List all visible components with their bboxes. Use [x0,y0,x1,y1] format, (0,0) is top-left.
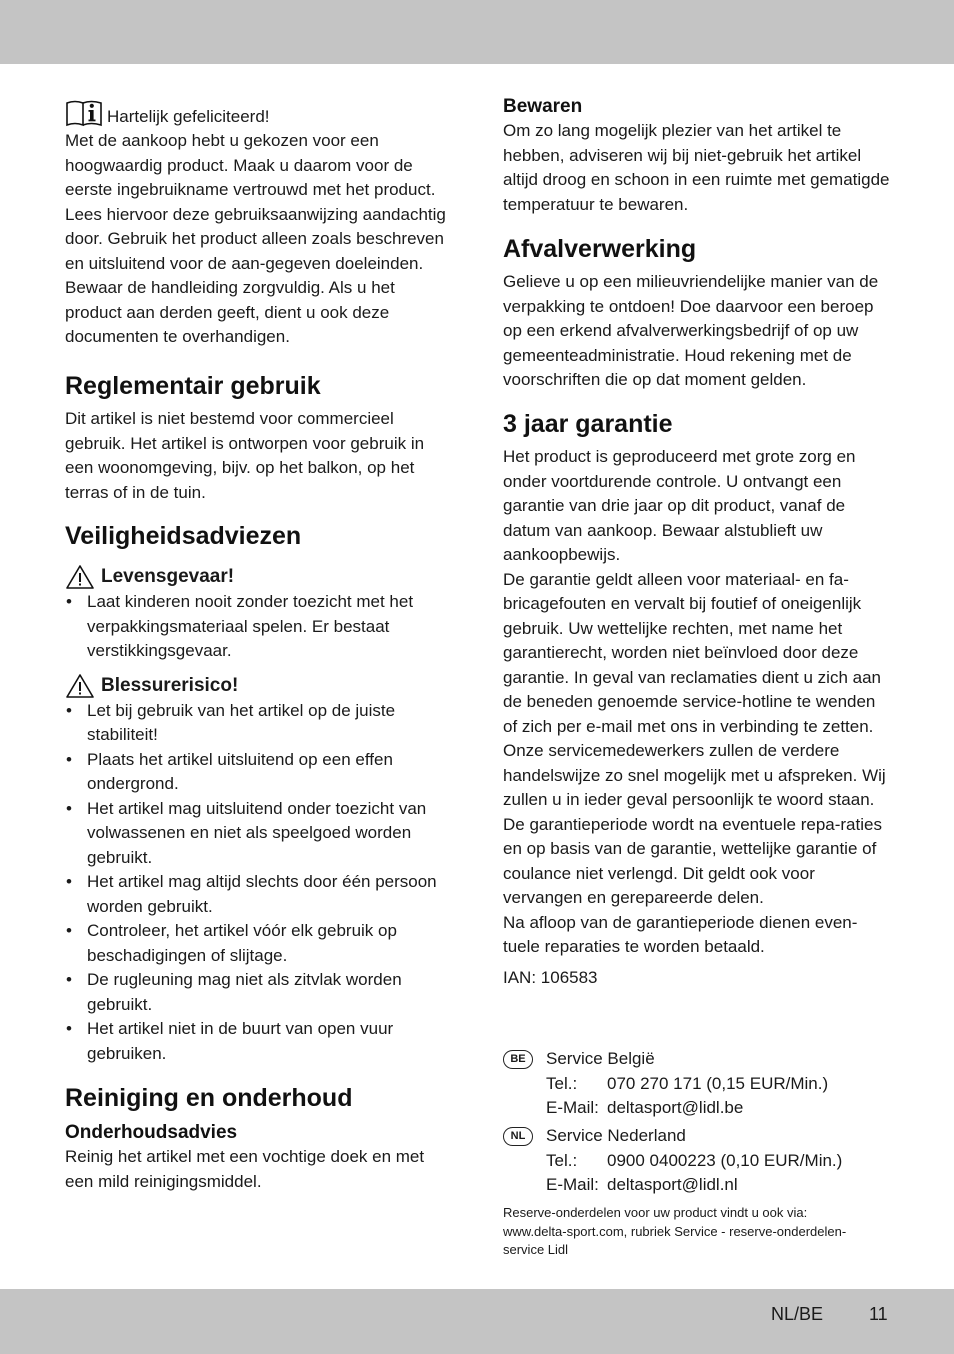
cleaning-subheading: Onderhoudsadvies [65,1122,238,1143]
cleaning-heading: Reiniging en onderhoud [65,1084,353,1112]
list-item: • Het artikel niet in de buurt van open vuur gebruiken. [65,1017,455,1066]
list-item: • Controleer, het artikel vóór elk gebruik op beschadigingen of slijtage. [65,919,455,968]
list-item: • Laat kinderen nooit zonder toezicht met het verpakkingsmateriaal spelen. Er bestaat verstikkingsgevaar. [65,590,455,664]
warranty-ian: IAN: 106583 [503,967,598,987]
list-item: • Het artikel mag altijd slechts door één persoon worden gebruikt. [65,870,455,919]
intro-section [65,97,455,350]
spare-parts-note [503,1204,873,1260]
service-belgium-mail[interactable]: deltasport@lidl.be [607,1098,744,1117]
service-belgium-tel: 070 270 171 (0,15 EUR/Min.) [607,1073,829,1093]
warning-life-danger [65,564,455,590]
disposal-section [503,234,893,393]
intro-congrats-line [65,97,455,129]
intro-text: Met de aankoop hebt u gekozen voor een hoogwaardig product. Maak u daarom voor de eerste ingebruikname vertrouwd met het product. Lees hiervoor deze gebruiksaanwijzing aandachtig door. Gebruik het product alleen zoals beschreven en uitsluitend voor de aan-gegeven doeleinden. Bewaar de handleiding zorgvuldig. Als u het product aan derden geeft, dient u ook deze documenten te overhandigen. [65,131,446,346]
list-item: • Let bij gebruik van het artikel op de juiste stabiliteit! [65,699,455,748]
intended-use-text: Dit artikel is niet bestemd voor commercieel gebruik. Het artikel is ontworpen voor gebruik in een woonomgeving, bijv. op het balkon, op het terras of in de tuin. [65,409,425,502]
warning-triangle-icon [65,564,95,590]
warning-triangle-icon [65,673,95,699]
service-netherlands [503,1124,893,1198]
service-netherlands-contact [503,1124,893,1198]
cleaning-section [65,1083,455,1194]
warning-life-danger-title: Levensgevaar! [101,566,235,587]
safety-section [65,521,455,1066]
service-netherlands-tel: 0900 0400223 (0,10 EUR/Min.) [607,1150,843,1170]
service-netherlands-name: Service Nederland [546,1126,686,1145]
page-number: 11 [869,1304,888,1324]
warning-injury-risk-title: Blessurerisico! [101,674,239,696]
intro-congrats: Hartelijk gefeliciteerd! [107,106,270,126]
spare-parts-text: Reserve-onderdelen voor uw product vindt u ook via: www.delta-sport.com, rubriek Service - reserve-onderdelen-service Lidl [503,1205,847,1257]
be-badge-icon: BE [503,1050,533,1069]
list-item: • Plaats het artikel uitsluitend op een effen ondergrond. [65,748,455,797]
warning-injury-risk-list [65,699,455,1067]
service-belgium-contact [503,1047,893,1121]
disposal-text: Gelieve u op een milieuvriendelijke manier van de verpakking te ontdoen! Doe daarvoor een beroep op een erkend afvalverwerkingsbedrijf of op uw gemeenteadministratie. Houd rekening met de voorschriften die op dat moment gelden. [503,272,879,389]
safety-heading: Veiligheidsadviezen [65,522,302,550]
footer-language: NL/BE [771,1304,824,1324]
warranty-section [503,409,893,990]
service-belgium [503,1047,893,1121]
storage-section [503,95,893,217]
header-bar [0,0,954,64]
warranty-p3: Onze servicemedewerkers zullen de verdere handelswijze zo snel mogelijk met u afspreken. Wij zullen u in ieder geval persoonlijk te woord staan. [503,741,886,809]
service-belgium-name: Service België [546,1049,655,1068]
nl-badge-icon: NL [503,1127,533,1146]
warranty-heading: 3 jaar garantie [503,410,673,438]
info-icon [65,97,103,129]
warning-injury-risk [65,673,455,699]
service-netherlands-mail-label: E-Mail: [546,1175,599,1194]
cleaning-text: Reinig het artikel met een vochtige doek en met een mild reinigingsmiddel. [65,1147,425,1191]
service-belgium-mail-label: E-Mail: [546,1098,599,1117]
service-belgium-tel-label: Tel.: [546,1073,578,1093]
list-item: • De rugleuning mag niet als zitvlak worden gebruikt. [65,968,455,1017]
service-netherlands-mail[interactable]: deltasport@lidl.nl [607,1175,738,1194]
disposal-heading: Afvalverwerking [503,235,697,263]
warning-life-danger-list [65,590,455,664]
storage-subheading: Bewaren [503,96,583,117]
warranty-p5: Na afloop van de garantieperiode dienen even-tuele reparaties te worden betaald. [503,912,858,956]
storage-text: Om zo lang mogelijk plezier van het artikel te hebben, adviseren wij bij niet-gebruik het artikel altijd droog en schoon in een ruimte met gematigde temperatuur te bewaren. [503,121,890,214]
warranty-p1: Het product is geproduceerd met grote zorg en onder voortdurende controle. U ontvangt een garantie van drie jaar op dit product, vanaf de datum van aankoop. Bewaar alstublieft uw aankoopbewijs. [503,447,856,564]
intended-use-section [65,371,455,505]
warranty-p2: De garantie geldt alleen voor materiaal- en fa-bricagefouten en vervalt bij foutief of oneigenlijk gebruik. Uw wettelijke rechten, met name het garantierecht, worden niet beïnvloed door deze garantie. In geval van reclamaties dient u zich aan de beneden genoemde service-hotline te wenden of zich per e-mail met ons in verbinding te zetten. [503,569,882,736]
service-netherlands-tel-label: Tel.: [546,1150,578,1170]
intended-use-heading: Reglementair gebruik [65,372,321,400]
list-item: • Het artikel mag uitsluitend onder toezicht van volwassenen en niet als speelgoed worden gebruikt. [65,797,455,871]
warranty-p4: De garantieperiode wordt na eventuele repa-raties en op basis van de garantie, wettelijke garantie of coulance niet verlengd. Dit geldt ook voor vervangen en gerepareerde delen. [503,814,882,907]
